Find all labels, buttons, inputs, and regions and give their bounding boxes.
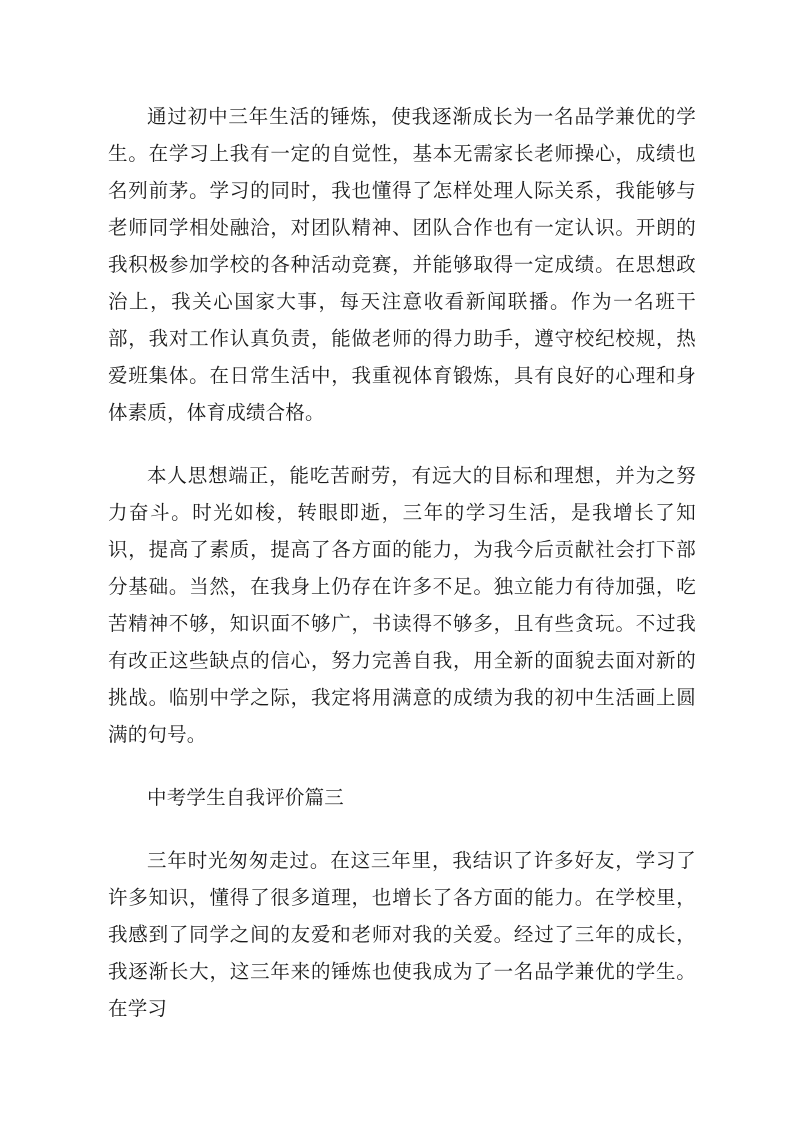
document-body	[108, 98, 696, 1027]
section-heading: 中考学生自我评价篇三	[147, 786, 345, 809]
paragraph-1: 通过初中三年生活的锤炼，使我逐渐成长为一名品学兼优的学生。在学习上我有一定的自觉性，基本无需家长老师操心，成绩也名列前茅。学习的同时，我也懂得了怎样处理人际关系，我能够与老师同学相处融洽，对团队精神、团队合作也有一定认识。开朗的我积极参加学校的各种活动竞赛，并能够取得一定成绩。在思想政治上，我关心国家大事，每天注意收看新闻联播。作为一名班干部，我对工作认真负责，能做老师的得力助手，遵守校纪校规，热爱班集体。在日常生活中，我重视体育锻炼，具有良好的心理和身体素质，体育成绩合格。	[108, 105, 696, 424]
paragraph-2: 本人思想端正，能吃苦耐劳，有远大的目标和理想，并为之努力奋斗。时光如梭，转眼即逝，三年的学习生活，是我增长了知识，提高了素质，提高了各方面的能力，为我今后贡献社会打下部分基础。当然，在我身上仍存在许多不足。独立能力有待加强，吃苦精神不够，知识面不够广，书读得不够多，且有些贪玩。不过我有改正这些缺点的信心，努力完善自我，用全新的面貌去面对新的挑战。临别中学之际，我定将用满意的成绩为我的初中生活画上圆满的句号。	[108, 464, 696, 746]
paragraph-3: 三年时光匆匆走过。在这三年里，我结识了许多好友，学习了许多知识，懂得了很多道理，也增长了各方面的能力。在学校里，我感到了同学之间的友爱和老师对我的关爱。经过了三年的成长，我逐渐长大，这三年来的锤炼也使我成为了一名品学兼优的学生。在学习	[108, 849, 696, 1020]
paragraph-spacer	[108, 753, 696, 779]
paragraph-spacer	[108, 816, 696, 842]
paragraph-spacer	[108, 431, 696, 457]
